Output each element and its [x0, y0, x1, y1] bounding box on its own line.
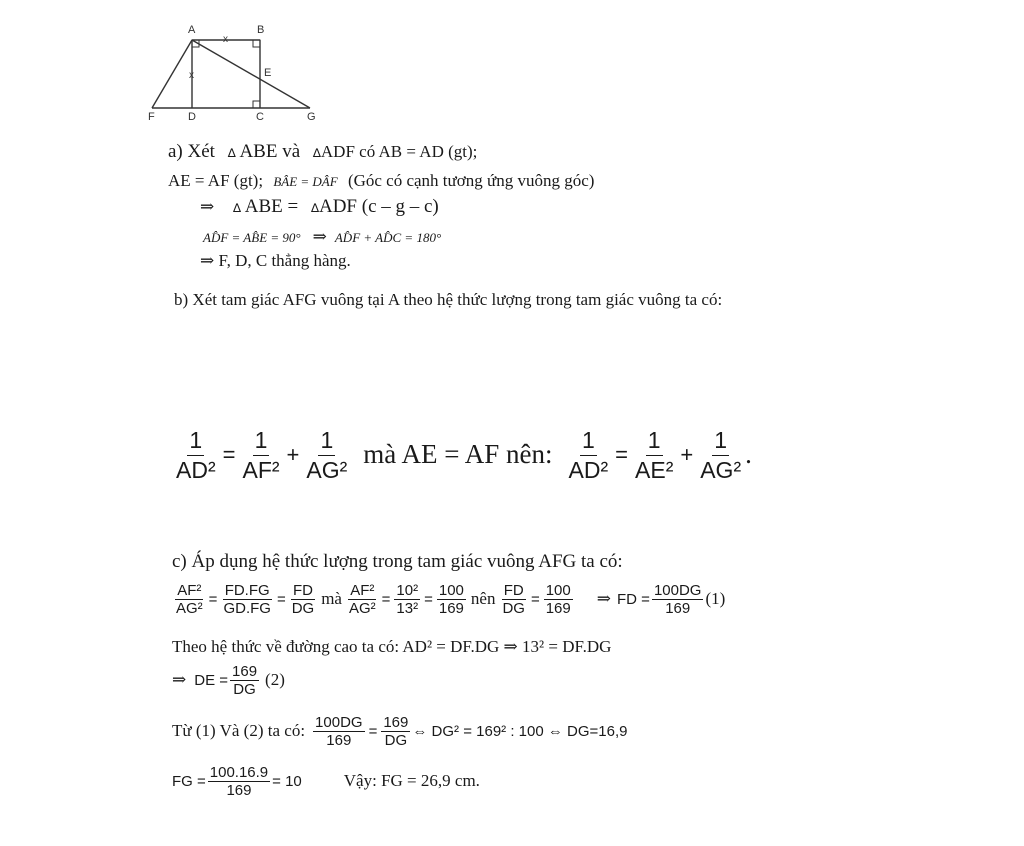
- fraction: $\frac{1}{\text{AD²}}$: [568, 427, 609, 483]
- label-g: G: [307, 111, 316, 123]
- label-c: C: [256, 111, 264, 123]
- fraction: $\frac{100}{169}$: [438, 582, 464, 618]
- part-c-row-4: Từ (1) Và (2) ta có: $\frac{100DG}{169}$ = $\frac{169}{DG}$ ⇔ DG² = 169² : 100 ⇔ DG=16,9: [172, 714, 628, 750]
- part-c-row-2: Theo hệ thức về đường cao ta có: AD² = DF.DG ⇒ 13² = DF.DG: [172, 637, 612, 656]
- label-f: F: [148, 111, 155, 123]
- label-d: D: [188, 111, 196, 123]
- part-a-line-5: ⇒ F, D, C thẳng hàng.: [200, 251, 351, 270]
- segment-ag: [192, 40, 310, 108]
- tick-mark-ab: x: [223, 34, 228, 45]
- fraction: $\frac{FD}{DG}$: [502, 582, 525, 618]
- triangle-symbol: ∆: [227, 146, 236, 160]
- part-c-row-3: ⇒ DE = $\frac{169}{DG}$ (2): [172, 663, 285, 699]
- fraction: $\frac{1}{\text{AG²}}$: [306, 427, 348, 483]
- part-c-row-5: FG = $\frac{100.16.9}{169}$ = 10 Vậy: FG = 26,9 cm.: [172, 764, 480, 800]
- part-b-formula: $\frac{1}{\text{AD²}}$ = $\frac{1}{\text{AF²}}$ + $\frac{1}{\text{AG²}}$ mà AE = AF nên: $\frac{1}{\text{AD²}}$ = $\frac{1}{\text{AE²}}$ + $\frac{1}{\text{AG²}}$ .: [176, 427, 752, 483]
- fraction: $\frac{100DG}{169}$: [653, 582, 702, 618]
- part-a-line-1: a) Xét ∆ ABE và ∆ADF có AB = AD (gt);: [168, 141, 478, 162]
- right-angle-mark-b: [253, 40, 260, 47]
- fraction: $\frac{1}{\text{AF²}}$: [242, 427, 280, 483]
- label-b: B: [257, 24, 265, 36]
- right-angle-mark-c: [253, 101, 260, 108]
- fraction: $\frac{1}{\text{AE²}}$: [635, 427, 674, 483]
- part-c-intro: c) Áp dụng hệ thức lượng trong tam giác vuông AFG ta có:: [172, 551, 623, 572]
- fraction: $\frac{\text{10²}}{\text{13²}}$: [396, 582, 419, 618]
- label-e: E: [264, 67, 272, 79]
- part-a-line-4: AD̂F = AB̂E = 90° ⇒ AD̂F + AD̂C = 180°: [203, 227, 442, 246]
- fraction: $\frac{\text{AF²}}{\text{AG²}}$: [176, 582, 203, 618]
- geometry-figure: [140, 16, 330, 126]
- tick-mark-ad: x: [189, 70, 194, 81]
- fraction: $\frac{100}{169}$: [545, 582, 571, 618]
- triangle-symbol: ∆: [233, 201, 242, 215]
- fraction: $\frac{100.16.9}{169}$: [209, 764, 269, 800]
- label-a: A: [188, 24, 196, 36]
- fraction: $\frac{169}{DG}$: [383, 714, 409, 750]
- fraction: $\frac{1}{\text{AD²}}$: [176, 427, 216, 483]
- segment-af: [152, 40, 192, 108]
- fraction: $\frac{169}{DG}$: [232, 663, 258, 699]
- triangle-symbol: ∆: [310, 201, 319, 215]
- fraction: $\frac{FD}{DG}$: [291, 582, 315, 618]
- part-a-line-3: ⇒ ∆ ABE = ∆ADF (c – g – c): [200, 196, 439, 217]
- triangle-symbol: ∆: [312, 146, 321, 160]
- part-c-row-1: $\frac{\text{AF²}}{\text{AG²}}$ = $\frac{FD.FG}{GD.FG}$ = $\frac{FD}{DG}$ mà $\frac{\text{AF²}}{\text{AG²}}$ = $\frac{\text{10²}}{\text{13²}}$ = $\frac{100}{169}$ nên $\frac{FD}{DG}$ = $\frac{100}{169}$ ⇒ FD = $\frac{100DG}{169}$ (1): [176, 582, 726, 618]
- fraction: $\frac{100DG}{169}$: [315, 714, 363, 750]
- part-a-line-2: AE = AF (gt); BÂE = DÂF (Góc có cạnh tương ứng vuông góc): [168, 171, 595, 190]
- part-b-intro: b) Xét tam giác AFG vuông tại A theo hệ thức lượng trong tam giác vuông ta có:: [174, 290, 723, 309]
- fraction: $\frac{\text{AF²}}{\text{AG²}}$: [348, 582, 376, 618]
- fraction: $\frac{FD.FG}{GD.FG}$: [223, 582, 271, 618]
- fraction: $\frac{1}{\text{AG²}}$: [700, 427, 742, 483]
